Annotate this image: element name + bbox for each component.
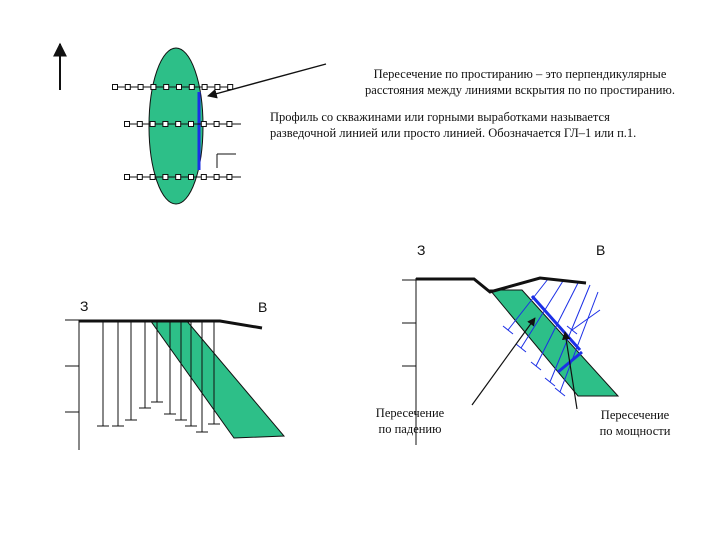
borehole-marker — [227, 122, 232, 127]
borehole-marker — [214, 122, 219, 127]
borehole-marker — [151, 85, 156, 90]
label-west-right: З — [417, 242, 426, 258]
borehole-marker — [201, 122, 206, 127]
borehole-marker — [189, 85, 194, 90]
borehole-marker — [137, 175, 142, 180]
borehole-marker — [150, 122, 155, 127]
annotation-dip-line1: Пересечение — [375, 406, 445, 420]
annotation-thickness — [585, 407, 685, 439]
dip-pointer — [472, 318, 535, 405]
borehole-marker — [189, 122, 194, 127]
borehole-marker — [177, 85, 182, 90]
borehole-marker — [113, 85, 118, 90]
borehole-marker — [137, 122, 142, 127]
definition-profile-line1: Профиль со скважинами или горными выработками называется — [270, 110, 610, 124]
borehole-marker — [189, 175, 194, 180]
boreholes-left — [97, 321, 220, 432]
annotation-dip-line2: по падению — [378, 422, 442, 436]
borehole-marker — [125, 85, 130, 90]
borehole-right-bottom — [555, 388, 565, 396]
borehole-right-bottom — [516, 344, 526, 352]
borehole-marker — [125, 175, 130, 180]
definition-pointer — [208, 64, 326, 96]
definition-strike-line1: Пересечение по простиранию – это перпендикулярные — [373, 67, 667, 81]
definition-profile-line2: разведочной линией или просто линией. Обозначается ГЛ–1 или п.1. — [270, 126, 637, 140]
borehole-marker — [201, 175, 206, 180]
borehole-marker — [227, 175, 232, 180]
section-left — [65, 320, 284, 450]
borehole-marker — [202, 85, 207, 90]
annotation-thickness-line2: по мощности — [599, 424, 671, 438]
borehole-marker — [150, 175, 155, 180]
borehole-right — [572, 310, 600, 330]
borehole-marker — [138, 85, 143, 90]
borehole-right-bottom — [531, 362, 541, 370]
definition-strike-line2: расстояния между линиями вскрытия по по простиранию. — [365, 83, 675, 97]
borehole-right-bottom — [545, 378, 555, 386]
label-east-left: В — [258, 299, 268, 315]
definition-strike — [340, 66, 700, 98]
label-east-right: В — [596, 242, 606, 258]
borehole-marker — [228, 85, 233, 90]
ore-body-right — [490, 290, 618, 396]
borehole-marker — [163, 175, 168, 180]
borehole-marker — [125, 122, 130, 127]
borehole-marker — [163, 122, 168, 127]
borehole-right-bottom — [503, 326, 513, 334]
annotation-thickness-line1: Пересечение — [600, 408, 670, 422]
borehole-marker — [214, 175, 219, 180]
definition-profile — [270, 109, 710, 141]
label-west-left: З — [80, 298, 89, 314]
borehole-marker — [164, 85, 169, 90]
section-mark — [217, 154, 236, 168]
borehole-marker — [176, 122, 181, 127]
borehole-marker — [215, 85, 220, 90]
borehole-marker — [176, 175, 181, 180]
annotation-dip — [360, 405, 460, 437]
